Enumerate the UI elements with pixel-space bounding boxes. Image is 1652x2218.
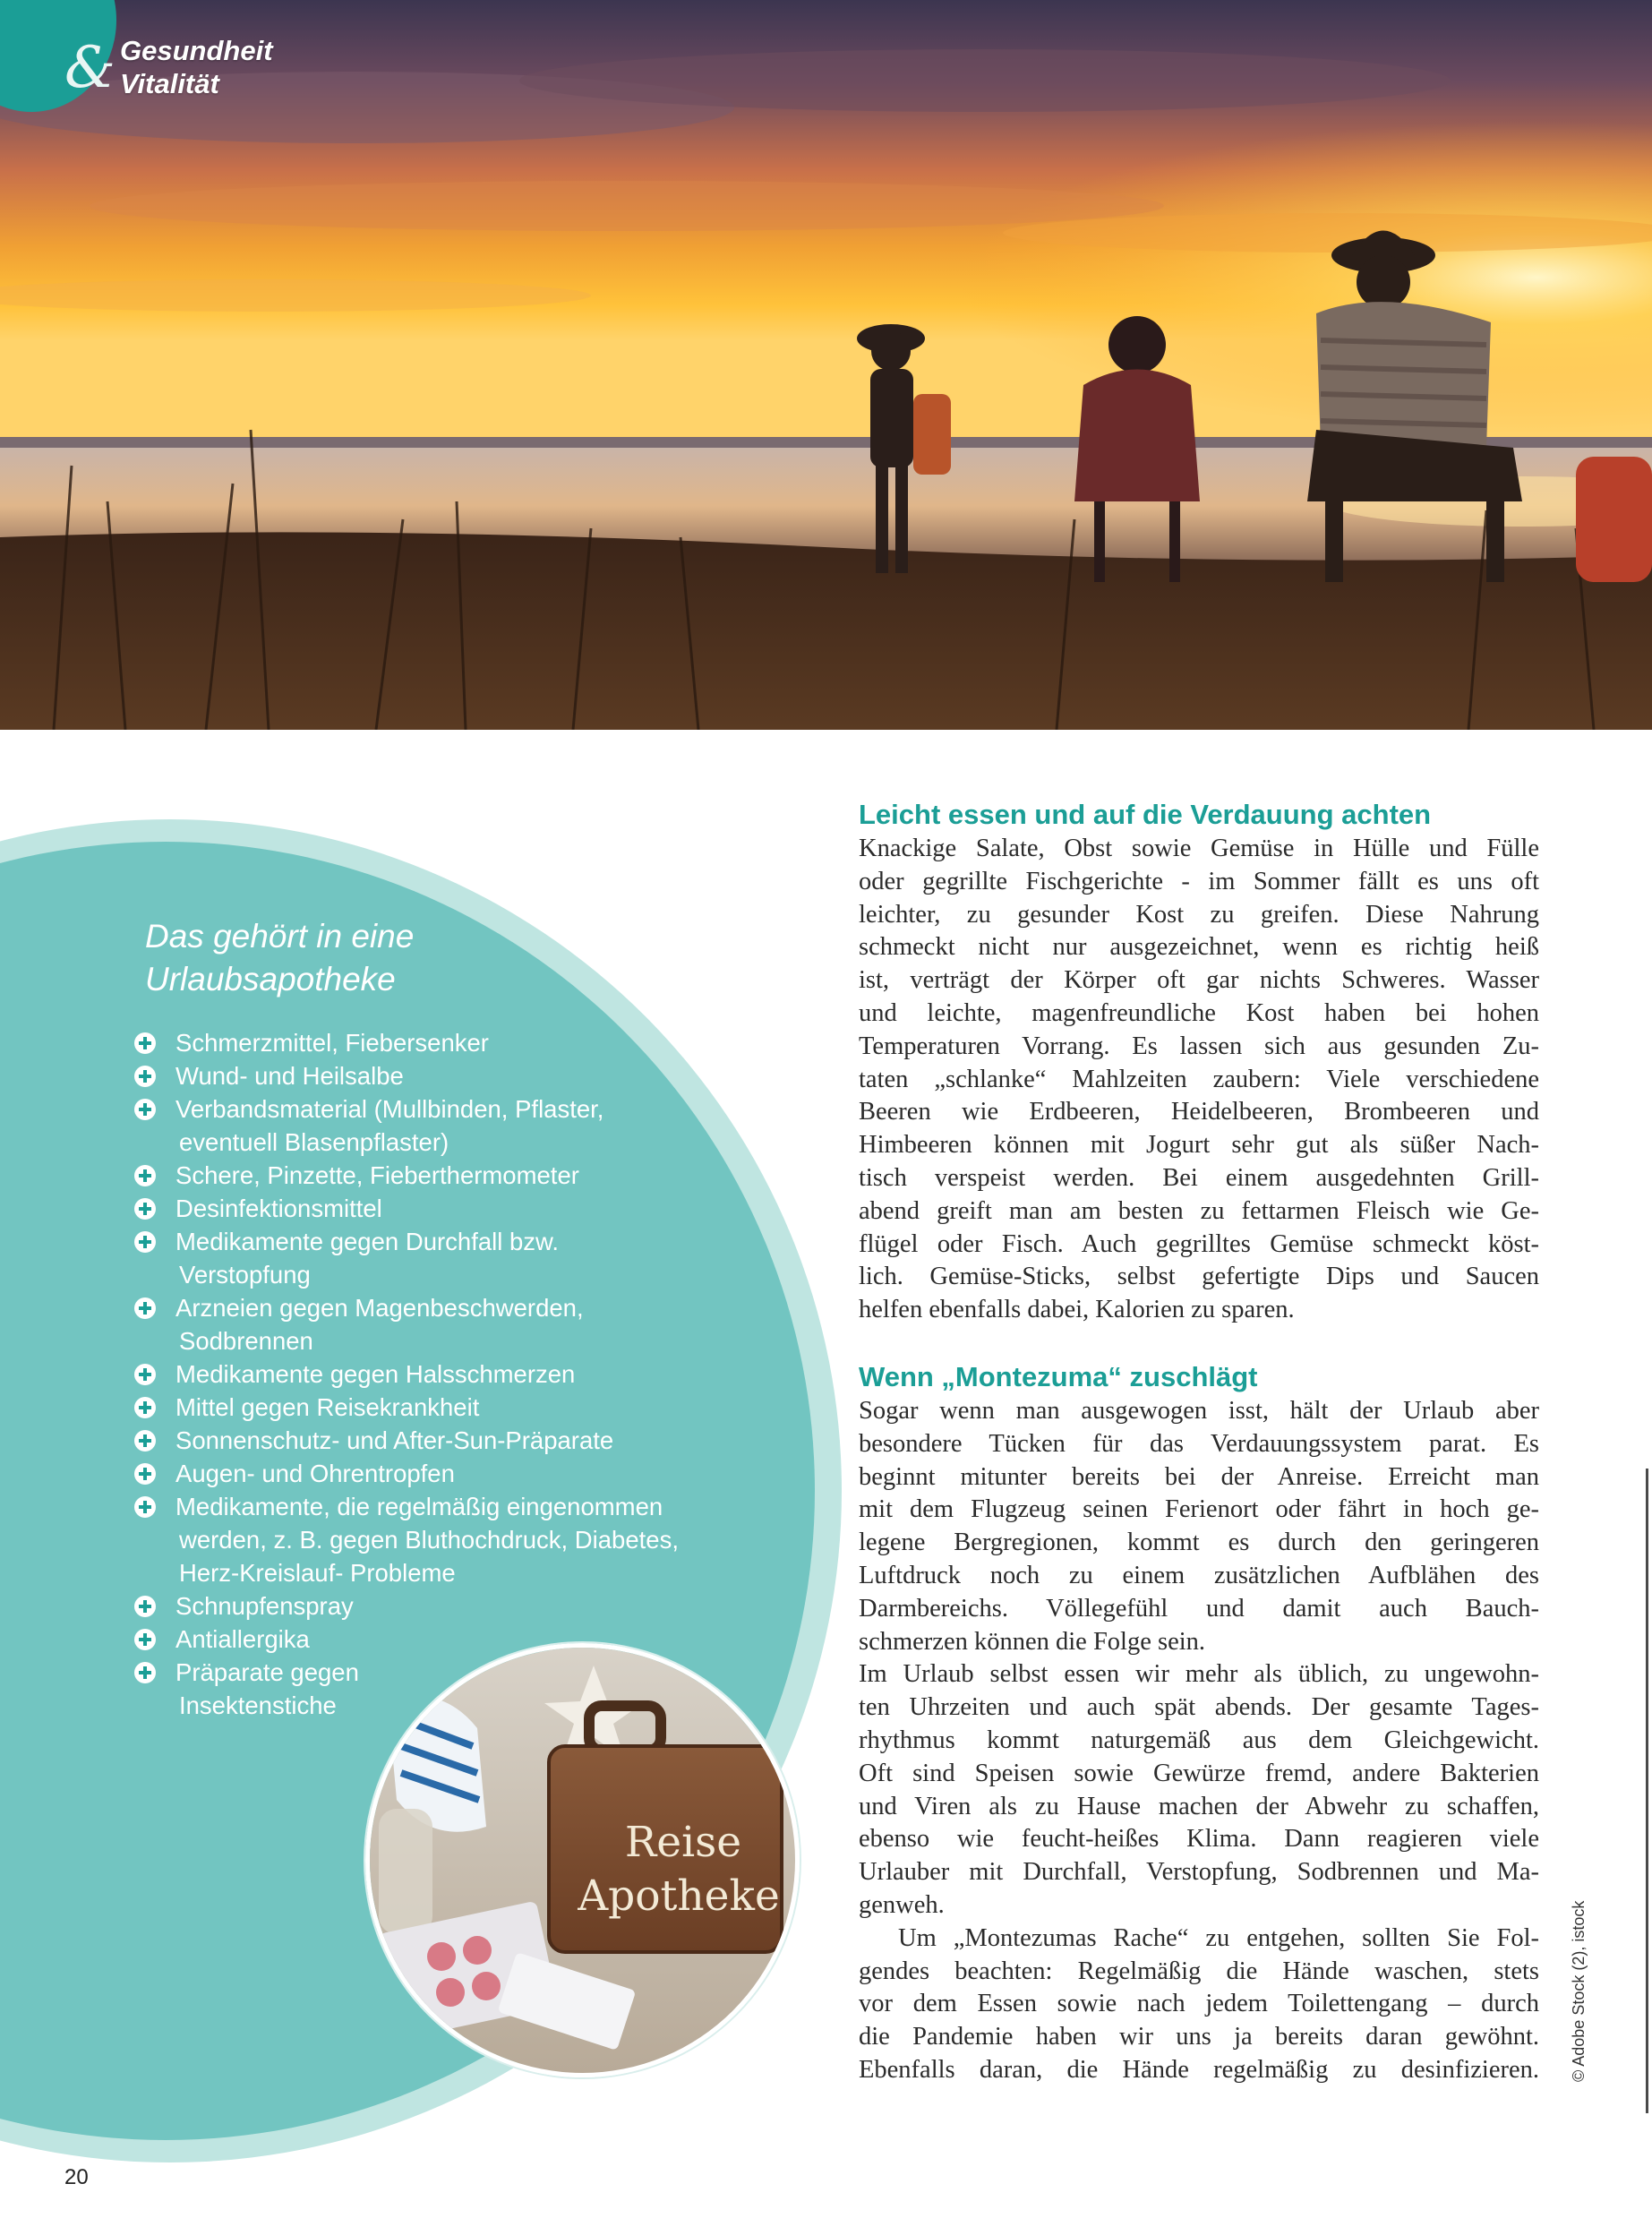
paragraph-3: Im Urlaub selbst essen wir mehr als üblich, zu ungewohn- ten Uhrzeiten und auch spät abends. Der gesamte Tages- rhythmus kommt naturgemäß aus dem Gleichgewicht. Oft sind Speisen sowie Gewürze fremd, andere Bakterien und Viren als zu Hause machen der Abwehr zu schaffen, ebenso wie feucht-heißes Klima. Dann reagieren viele Urlauber mit Durchfall, Verstopfung, Sodbrennen und Ma- genweh. [859, 1660, 1539, 1919]
paragraph-1: Knackige Salate, Obst sowie Gemüse in Hülle und Fülle oder gegrillte Fischgerichte - im Sommer fällt es uns oft leichter, zu gesunder Kost zu greifen. Diese Nahrung schmeckt nicht nur ausgezeichnet, wenn es richtig heiß ist, verträgt der Körper oft gar nichts Schweres. Wasser und leichte, magenfreundliche Kost haben bei hohen Temperaturen Vorrang. Es lassen sich aus gesunden Zu- taten „schlanke“ Mahlzeiten zaubern: Viele verschiedene Beeren wie Erdbeeren, Heidelbeeren, Brombeeren und Himbeeren können mit Jogurt sehr gut als süßer Nach- tisch verspeist werden. Bei einem ausgedehnten Grill- abend greift man am besten zu fettarmen Fleisch wie Ge- flügel oder Fisch. Auch gegrilltes Gemüse schmeckt köst- lich. Gemüse-Sticks, selbst gefertigte Dips und Saucen helfen ebenfalls dabei, Kalorien zu sparen. [859, 835, 1539, 1324]
sunset-family-image [0, 0, 1652, 730]
section-title-line1: Gesundheit [120, 35, 273, 66]
plus-icon [134, 1662, 156, 1683]
plus-icon [134, 1463, 156, 1485]
checklist [134, 1026, 815, 1722]
section-title [120, 34, 273, 100]
list-item: Schmerzmittel, Fiebersenker [134, 1026, 815, 1059]
plus-icon [134, 1099, 156, 1120]
section-heading-1: Leicht essen und auf die Verdauung achten [859, 799, 1432, 830]
travel-pharmacy-photo [365, 1643, 800, 2077]
list-item: Arzneien gegen Magenbeschwerden, Sodbrennen [134, 1291, 815, 1357]
plus-icon [134, 1032, 156, 1054]
photo-credit: © Adobe Stock (2), istock [1570, 1900, 1588, 2082]
section-title-line2: Vitalität [120, 68, 219, 99]
section-badge [0, 0, 273, 134]
checklist-title [145, 915, 772, 1001]
list-item: Wund- und Heilsalbe [134, 1059, 815, 1092]
checklist-title-line1: Das gehört in eine [145, 918, 415, 955]
list-item: Medikamente gegen Durchfall bzw. Verstopfung [134, 1225, 815, 1291]
plus-icon [134, 1165, 156, 1186]
paragraph-2: Sogar wenn man ausgewogen isst, hält der Urlaub aber besondere Tücken für das Verdauungssystem parat. Es beginnt mitunter bereits bei der Anreise. Erreicht man mit dem Flugzeug seinen Ferienort oder fährt in hoch ge- legene Bergregionen, kommt es durch den geringeren Luftdruck noch zu einem zusätzlichen Aufblähen des Darmbereichs. Völlegefühl und damit auch Bauch- schmerzen können die Folge sein. [859, 1396, 1539, 1656]
plus-icon [134, 1198, 156, 1220]
list-item: Antiallergika [134, 1623, 815, 1656]
page-edge-mark [1646, 1469, 1648, 2113]
suitcase-label-line1: Reise [624, 1818, 742, 1867]
paragraph-4: Um „Montezumas Rache“ zu entgehen, sollten Sie Fol- gendes beachten: Regelmäßig die Hände waschen, stets vor dem Essen sowie nach jedem Toilettengang – durch die Pandemie haben wir uns ja bereits daran gewöhnt. Ebenfalls daran, die Hände regelmäßig zu desinfizieren. [859, 1923, 1539, 2084]
section-heading-2: Wenn „Montezuma“ zuschlägt [859, 1360, 1258, 1392]
plus-icon [134, 1596, 156, 1617]
plus-icon [134, 1496, 156, 1518]
plus-icon [134, 1297, 156, 1319]
page-number: 20 [64, 2165, 89, 2189]
plus-icon [134, 1231, 156, 1253]
list-item: Medikamente gegen Halsschmerzen [134, 1357, 815, 1391]
plus-icon [134, 1066, 156, 1087]
suitcase-label-line2: Apotheke [578, 1871, 780, 1921]
plus-icon [134, 1430, 156, 1452]
list-item: Präparate gegen Insektenstiche [134, 1656, 815, 1722]
plus-icon [134, 1397, 156, 1418]
list-item: Sonnenschutz- und After-Sun-Präparate [134, 1424, 815, 1457]
plus-icon [134, 1364, 156, 1385]
article-column [859, 797, 1539, 2087]
list-item: Schnupfenspray [134, 1589, 815, 1623]
list-item: Mittel gegen Reisekrankheit [134, 1391, 815, 1424]
badge-ampersand: & [64, 35, 116, 101]
plus-icon [134, 1629, 156, 1650]
list-item: Augen- und Ohrentropfen [134, 1457, 815, 1490]
checklist-title-line2: Urlaubsapotheke [145, 961, 396, 998]
hero-photo [0, 0, 1652, 730]
list-item: Verbandsmaterial (Mullbinden, Pflaster, eventuell Blasenpflaster) [134, 1092, 815, 1159]
section-gap [859, 1327, 1539, 1359]
list-item: Desinfektionsmittel [134, 1192, 815, 1225]
list-item: Medikamente, die regelmäßig eingenommen werden, z. B. gegen Bluthochdruck, Diabetes, Herz-Kreislauf- Probleme [134, 1490, 815, 1589]
list-item: Schere, Pinzette, Fieberthermometer [134, 1159, 815, 1192]
